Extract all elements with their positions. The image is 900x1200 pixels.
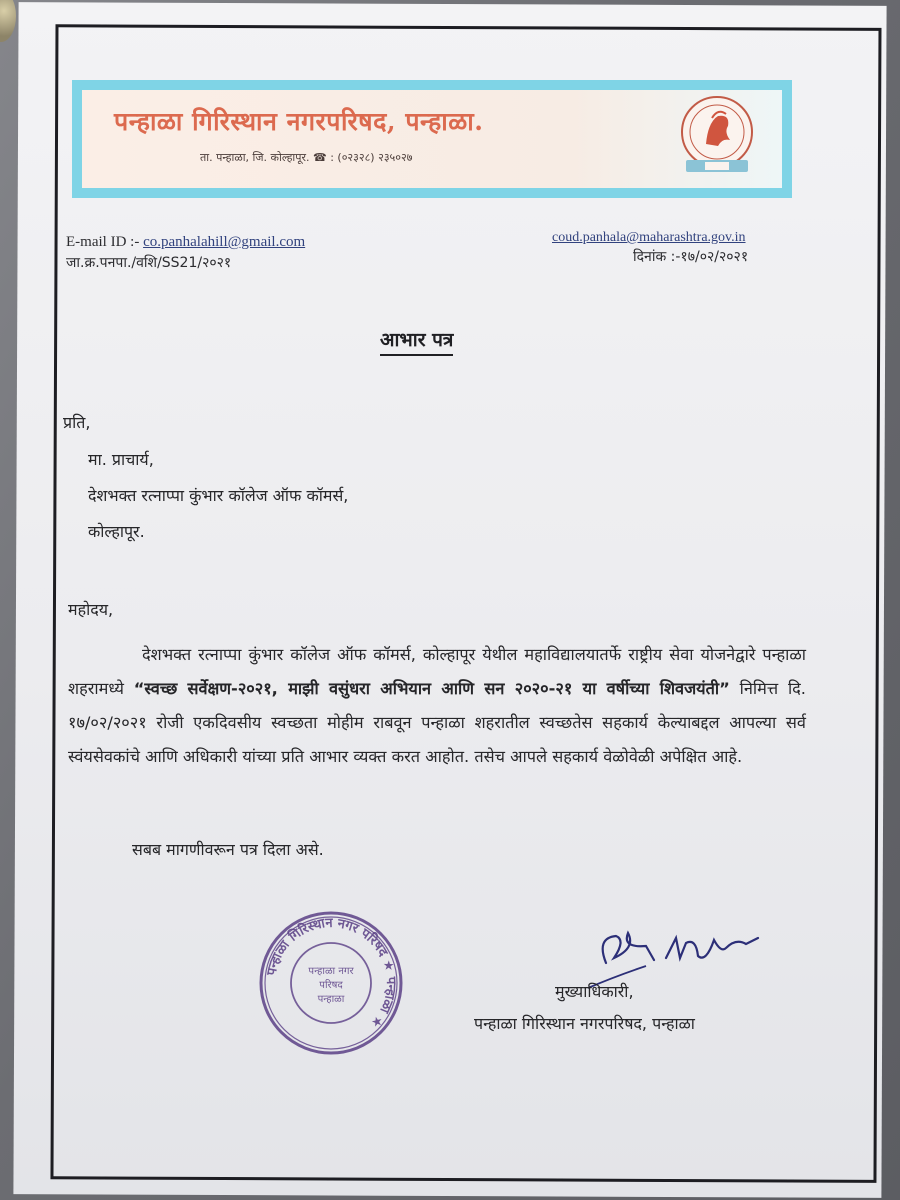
letterhead bbox=[72, 80, 792, 198]
svg-text:पन्हाळा: पन्हाळा bbox=[317, 994, 345, 1005]
svg-text:पन्हाळा नगर: पन्हाळा नगर bbox=[308, 966, 354, 977]
svg-text:परिषद: परिषद bbox=[319, 980, 343, 991]
municipal-emblem-icon bbox=[672, 92, 762, 176]
letter-title: आभार पत्र bbox=[380, 326, 453, 356]
svg-text:पन्हाळा गिरिस्थान नगर परिषद ★: पन्हाळा गिरिस्थान नगर परिषद ★ पन्हाळा ★ bbox=[264, 915, 399, 1031]
body-text-part-2: निमित्त दि. १७/०२/२०२१ रोजी एकदिवसीय स्वच्छता मोहीम राबवून पन्हाळा शहरातील स्वच्छतेस सहकार्य केल्याबद्दल आपल्या सर्व स्वंयसेवकांचे आणि अधिकारी यांच्या प्रति आभार व्यक्त करत आहोत. तसेच आपले सहकार्य वेळोवेळी अपेक्षित आहे. bbox=[68, 679, 806, 766]
recipient-line-1: मा. प्राचार्य, bbox=[88, 450, 154, 469]
recipient-line-2: देशभक्त रत्नाप्पा कुंभार कॉलेज ऑफ कॉमर्स, bbox=[88, 486, 349, 505]
email-secondary-link[interactable]: coud.panhala@maharashtra.gov.in bbox=[552, 230, 746, 245]
body-text-part-1: देशभक्त रत्नाप्पा कुंभार कॉलेज ऑफ कॉमर्स, कोल्हापूर येथील महाविद्यालयातर्फे राष्ट्रीय सेवा योजनेद्वारे पन्हाळा शहरामध्ये bbox=[68, 645, 806, 698]
email-line bbox=[66, 234, 305, 251]
letter-date: दिनांक :-१७/०२/२०२१ bbox=[633, 249, 749, 265]
closing-line: सबब मागणीवरून पत्र दिला असे. bbox=[132, 840, 324, 859]
page-border bbox=[50, 24, 881, 1183]
recipient-prefix: प्रति, bbox=[63, 413, 91, 432]
body-bold-text: “स्वच्छ सर्वेक्षण-२०२१, माझी वसुंधरा अभियान आणि सन २०२०-२१ या वर्षीच्या शिवजयंती” bbox=[133, 679, 730, 698]
signatory-title: मुख्याधिकारी, bbox=[555, 982, 634, 1001]
org-name: पन्हाळा गिरिस्थान नगरपरिषद, पन्हाळा. bbox=[114, 107, 484, 136]
office-seal-stamp bbox=[256, 908, 406, 1058]
signatory-org: पन्हाळा गिरिस्थान नगरपरिषद, पन्हाळा bbox=[474, 1014, 695, 1033]
salutation: महोदय, bbox=[68, 600, 114, 619]
recipient-line-3: कोल्हापूर. bbox=[88, 522, 145, 541]
email-primary-link[interactable]: co.panhalahill@gmail.com bbox=[143, 234, 306, 250]
org-address: ता. पन्हाळा, जि. कोल्हापूर. ☎ : (०२३२८) २३५०२७ bbox=[200, 151, 413, 164]
reference-number: जा.क्र.पनपा./वशि/SS21/२०२१ bbox=[66, 255, 232, 271]
body-paragraph bbox=[68, 638, 806, 774]
email-label: E-mail ID :- bbox=[66, 234, 144, 250]
